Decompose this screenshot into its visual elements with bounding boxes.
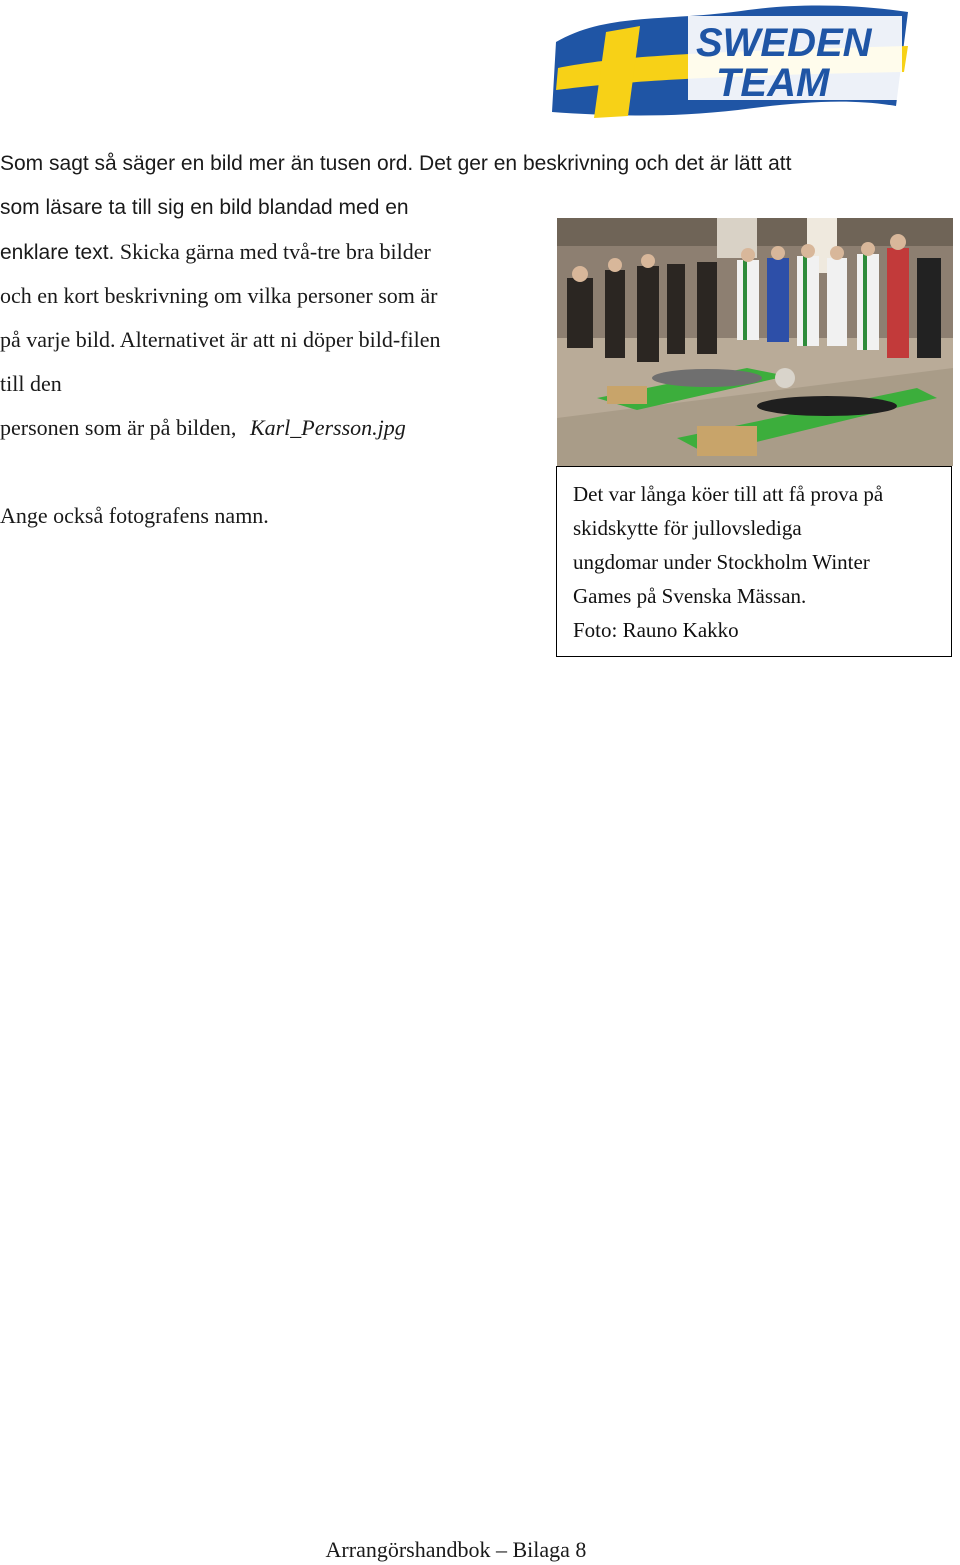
page-footer: Arrangörshandbok – Bilaga 8 xyxy=(325,1537,587,1562)
body-line-7 xyxy=(0,414,406,442)
logo-text-top: SWEDEN xyxy=(696,21,872,65)
caption-line-4: Games på Svenska Mässan. xyxy=(573,584,807,608)
body-line-8: Ange också fotografens namn. xyxy=(0,503,269,528)
body-line-3 xyxy=(0,238,431,267)
caption-line-2: skidskytte för jullovslediga xyxy=(573,516,802,540)
body-line-3a: enklare text. xyxy=(0,241,115,264)
filename-example: Karl_Persson.jpg xyxy=(249,415,406,440)
body-line-5a: på varje bild. xyxy=(0,327,116,352)
body-line-1: Som sagt så säger en bild mer än tusen ord. Det ger en beskrivning och det är lätt att xyxy=(0,152,792,175)
body-line-6: till den xyxy=(0,371,62,396)
body-line-5b: Alternativet är att ni döper bild-filen xyxy=(119,327,441,352)
caption-line-5: Foto: Rauno Kakko xyxy=(573,618,739,642)
caption-line-3: ungdomar under Stockholm Winter xyxy=(573,550,870,574)
logo-text-bottom: TEAM xyxy=(716,61,830,105)
body-line-7a: personen som är på bilden, xyxy=(0,415,237,440)
body-line-3b: Skicka gärna med två-tre bra bilder xyxy=(119,239,431,264)
photo-caption-box xyxy=(556,466,952,657)
caption-line-1: Det var långa köer till att få prova på xyxy=(573,482,884,506)
sweden-team-logo xyxy=(548,2,912,120)
body-line-4: och en kort beskrivning om vilka personer som är xyxy=(0,283,438,308)
body-line-5 xyxy=(0,326,440,354)
body-line-2: som läsare ta till sig en bild blandad med en xyxy=(0,196,409,219)
event-photo xyxy=(557,218,953,466)
